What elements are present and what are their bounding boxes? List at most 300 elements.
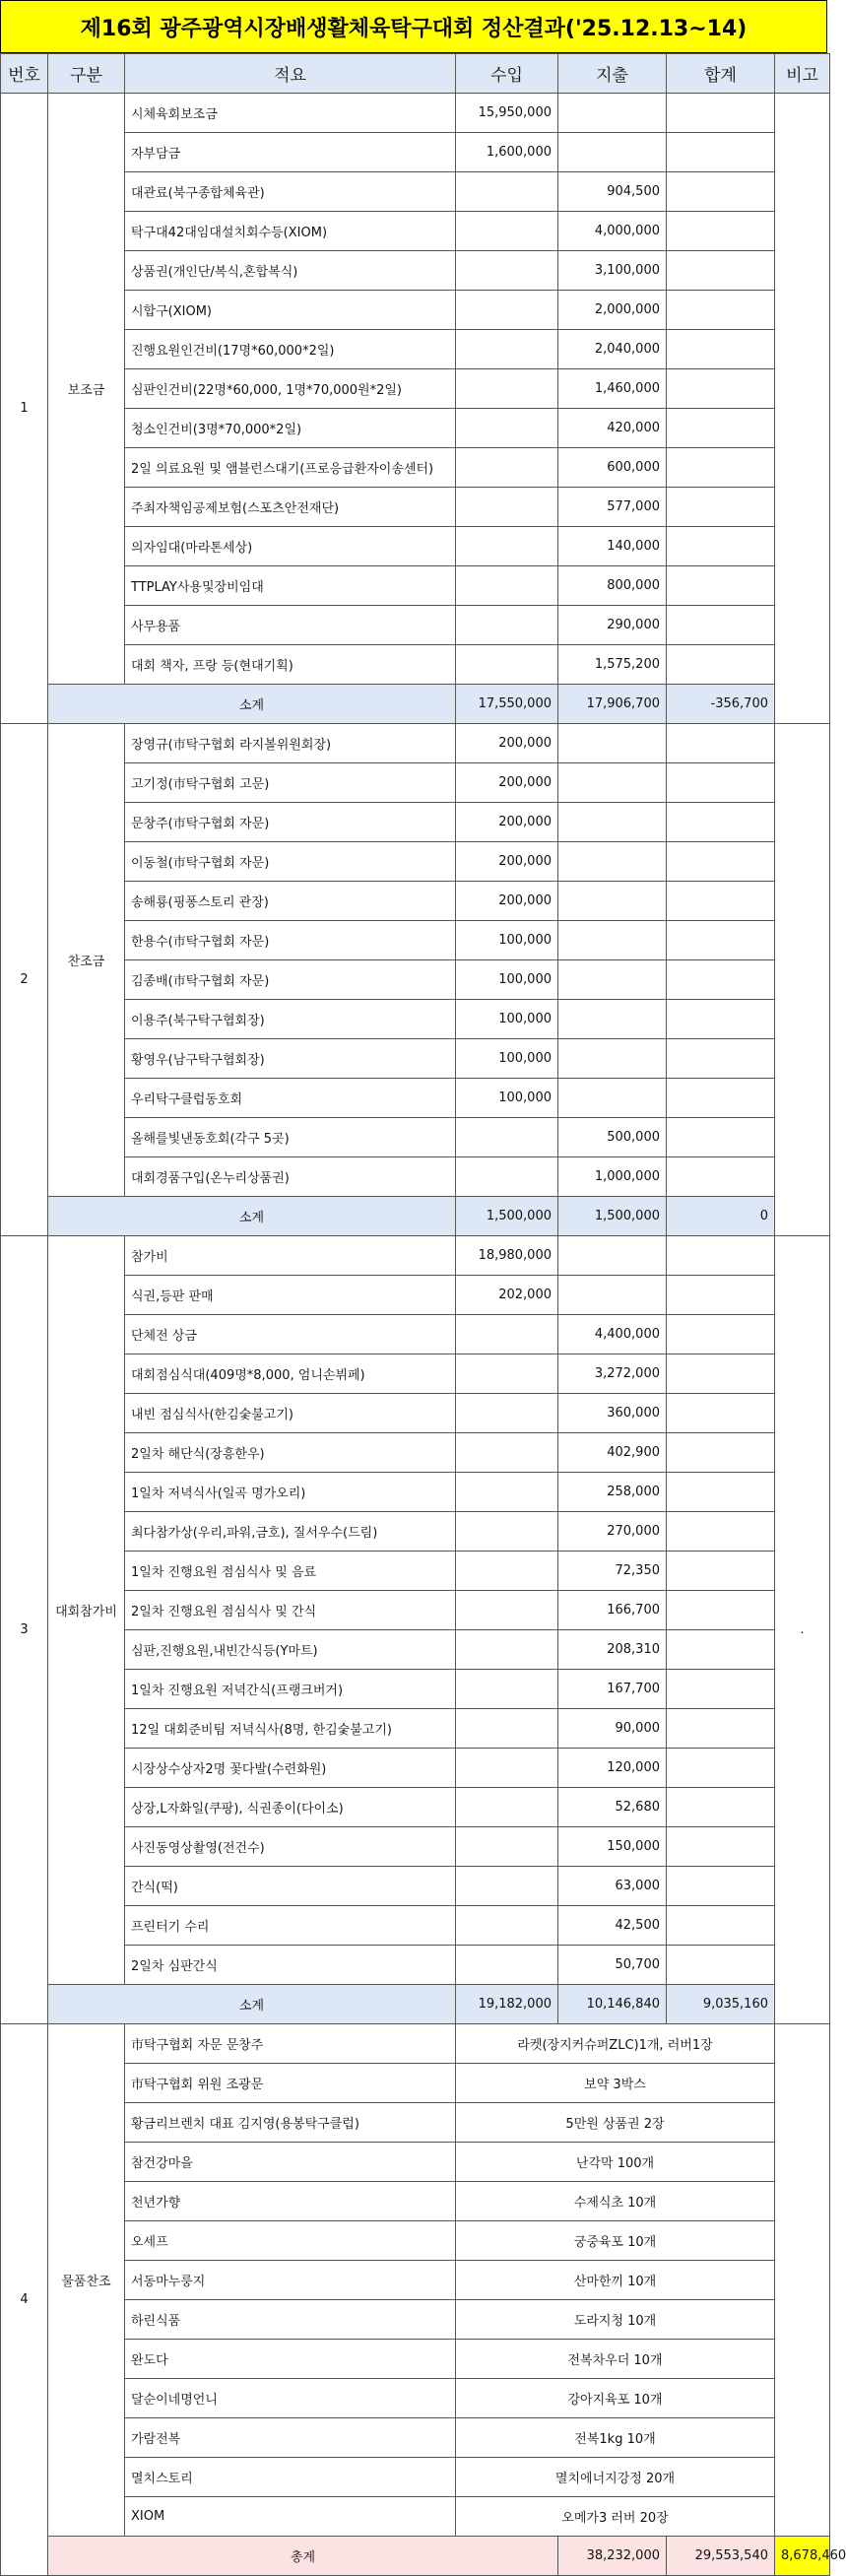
- sum-cell: [667, 606, 775, 645]
- donated-goods: 강아지육포 10개: [456, 2379, 775, 2418]
- item-description: 1일차 진행요원 저녁간식(프랭크버거): [125, 1670, 456, 1709]
- item-description: 청소인건비(3명*70,000*2일): [125, 409, 456, 448]
- income-cell: [456, 212, 558, 251]
- row-number: 3: [1, 1236, 48, 2024]
- table-row: [1, 606, 830, 645]
- expense-cell: [558, 1039, 667, 1079]
- item-description: 우리탁구클럽동호회: [125, 1079, 456, 1118]
- sum-cell: [667, 291, 775, 330]
- item-description: 사무용품: [125, 606, 456, 645]
- table-row: [1, 2261, 830, 2300]
- table-row: [1, 1276, 830, 1315]
- item-description: 2일차 심판간식: [125, 1946, 456, 1985]
- sum-cell: [667, 330, 775, 369]
- income-cell: [456, 409, 558, 448]
- income-cell: 200,000: [456, 763, 558, 803]
- expense-cell: 50,700: [558, 1946, 667, 1985]
- expense-cell: [558, 94, 667, 133]
- income-cell: [456, 448, 558, 488]
- income-cell: [456, 1670, 558, 1709]
- table-row: [1, 1236, 830, 1276]
- item-description: 市탁구협회 위원 조광문: [125, 2064, 456, 2103]
- income-cell: [456, 1827, 558, 1867]
- income-cell: 100,000: [456, 1079, 558, 1118]
- table-row: [1, 448, 830, 488]
- item-description: 송해룡(핑퐁스토리 관장): [125, 882, 456, 921]
- sum-cell: [667, 566, 775, 606]
- donated-goods: 전복1kg 10개: [456, 2418, 775, 2458]
- table-row: [1, 921, 830, 960]
- item-description: 올해를빛낸동호회(각구 5곳): [125, 1118, 456, 1157]
- item-description: 간식(떡): [125, 1867, 456, 1906]
- item-description: 황금리브렌치 대표 김지영(용봉탁구클럽): [125, 2103, 456, 2143]
- sum-cell: [667, 1630, 775, 1670]
- sum-cell: [667, 448, 775, 488]
- item-description: 장영규(市탁구협회 라지볼위원회장): [125, 724, 456, 763]
- table-row: [1, 803, 830, 842]
- sum-cell: [667, 1552, 775, 1591]
- table-row: [1, 369, 830, 409]
- col-header-note: 비고: [775, 54, 830, 94]
- row-number: 2: [1, 724, 48, 1236]
- subtotal-sum: 9,035,160: [667, 1985, 775, 2024]
- donated-goods: 멸치에너지강정 20개: [456, 2458, 775, 2497]
- item-description: 의자임대(마라톤세상): [125, 527, 456, 566]
- expense-cell: [558, 763, 667, 803]
- income-cell: [456, 1906, 558, 1946]
- table-row: [1, 1749, 830, 1788]
- sum-cell: [667, 1276, 775, 1315]
- expense-cell: 72,350: [558, 1552, 667, 1591]
- row-number: 4: [1, 2024, 48, 2576]
- table-row: [1, 291, 830, 330]
- item-description: TTPLAY사용및장비임대: [125, 566, 456, 606]
- table-row: [1, 2418, 830, 2458]
- income-cell: [456, 527, 558, 566]
- table-row: [1, 251, 830, 291]
- expense-cell: 120,000: [558, 1749, 667, 1788]
- expense-cell: 290,000: [558, 606, 667, 645]
- sum-cell: [667, 172, 775, 212]
- income-cell: [456, 1552, 558, 1591]
- expense-cell: [558, 882, 667, 921]
- table-row: [1, 1630, 830, 1670]
- donated-goods: 수제식초 10개: [456, 2182, 775, 2221]
- item-description: 멸치스토리: [125, 2458, 456, 2497]
- table-row: [1, 1867, 830, 1906]
- col-header-description: 적요: [125, 54, 456, 94]
- sum-cell: [667, 1236, 775, 1276]
- subtotal-expense: 1,500,000: [558, 1197, 667, 1236]
- expense-cell: 63,000: [558, 1867, 667, 1906]
- table-row: [1, 724, 830, 763]
- subtotal-label: 소계: [48, 685, 456, 724]
- table-row: [1, 1157, 830, 1197]
- item-description: 탁구대42대임대설치회수등(XIOM): [125, 212, 456, 251]
- item-description: 진행요원인건비(17명*60,000*2일): [125, 330, 456, 369]
- subtotal-label: 소계: [48, 1197, 456, 1236]
- subtotal-income: 1,500,000: [456, 1197, 558, 1236]
- category-cell: 찬조금: [48, 724, 125, 1197]
- table-row: [1, 1512, 830, 1552]
- subtotal-row: [1, 1197, 830, 1236]
- donated-goods: 난각막 100개: [456, 2143, 775, 2182]
- income-cell: 1,600,000: [456, 133, 558, 172]
- col-header-no: 번호: [1, 54, 48, 94]
- sum-cell: [667, 1039, 775, 1079]
- table-row: [1, 1591, 830, 1630]
- expense-cell: [558, 921, 667, 960]
- table-row: [1, 566, 830, 606]
- grand-total-expense: 29,553,540: [667, 2537, 775, 2576]
- expense-cell: 1,575,200: [558, 645, 667, 685]
- subtotal-income: 17,550,000: [456, 685, 558, 724]
- item-description: 대회경품구입(온누리상품권): [125, 1157, 456, 1197]
- sum-cell: [667, 645, 775, 685]
- income-cell: [456, 1867, 558, 1906]
- note-cell: [775, 724, 830, 1236]
- table-row: [1, 1000, 830, 1039]
- item-description: 1일차 저녁식사(일곡 명가오리): [125, 1473, 456, 1512]
- table-row: [1, 1315, 830, 1354]
- note-cell: [775, 94, 830, 724]
- item-description: 2일차 진행요원 점심식사 및 간식: [125, 1591, 456, 1630]
- item-description: 서동마누룽지: [125, 2261, 456, 2300]
- table-row: [1, 2221, 830, 2261]
- item-description: 문창주(市탁구협회 자문): [125, 803, 456, 842]
- expense-cell: 140,000: [558, 527, 667, 566]
- sum-cell: [667, 212, 775, 251]
- table-row: [1, 488, 830, 527]
- item-description: 가람전복: [125, 2418, 456, 2458]
- expense-cell: 420,000: [558, 409, 667, 448]
- table-row: [1, 1709, 830, 1749]
- item-description: 대관료(북구종합체육관): [125, 172, 456, 212]
- income-cell: [456, 606, 558, 645]
- subtotal-income: 19,182,000: [456, 1985, 558, 2024]
- subtotal-row: [1, 685, 830, 724]
- table-row: [1, 2024, 830, 2064]
- item-description: 市탁구협회 자문 문창주: [125, 2024, 456, 2064]
- item-description: 상품권(개인단/복식,혼합복식): [125, 251, 456, 291]
- expense-cell: 402,900: [558, 1433, 667, 1473]
- income-cell: 15,950,000: [456, 94, 558, 133]
- expense-cell: 600,000: [558, 448, 667, 488]
- item-description: 대회점심식대(409명*8,000, 엄니손뷔페): [125, 1354, 456, 1394]
- table-row: [1, 2143, 830, 2182]
- sum-cell: [667, 488, 775, 527]
- item-description: 이용주(북구탁구협회장): [125, 1000, 456, 1039]
- item-description: 이동철(市탁구협회 자문): [125, 842, 456, 882]
- item-description: 주최자책임공제보험(스포츠안전재단): [125, 488, 456, 527]
- income-cell: [456, 1749, 558, 1788]
- item-description: 최다참가상(우리,파워,금호), 질서우수(드림): [125, 1512, 456, 1552]
- expense-cell: 4,000,000: [558, 212, 667, 251]
- donated-goods: 오메가3 러버 20장: [456, 2497, 775, 2537]
- donated-goods: 산마한끼 10개: [456, 2261, 775, 2300]
- item-description: 황영우(남구탁구협회장): [125, 1039, 456, 1079]
- expense-cell: 2,000,000: [558, 291, 667, 330]
- subtotal-expense: 17,906,700: [558, 685, 667, 724]
- table-row: [1, 2300, 830, 2340]
- sum-cell: [667, 1906, 775, 1946]
- income-cell: [456, 369, 558, 409]
- income-cell: [456, 1315, 558, 1354]
- expense-cell: [558, 1276, 667, 1315]
- sum-cell: [667, 1000, 775, 1039]
- category-cell: 대회참가비: [48, 1236, 125, 1985]
- income-cell: [456, 1354, 558, 1394]
- income-cell: [456, 1433, 558, 1473]
- grand-total-label: 총계: [48, 2537, 558, 2576]
- sum-cell: [667, 842, 775, 882]
- sum-cell: [667, 1709, 775, 1749]
- income-cell: 100,000: [456, 1039, 558, 1079]
- expense-cell: 167,700: [558, 1670, 667, 1709]
- income-cell: 200,000: [456, 724, 558, 763]
- table-row: [1, 645, 830, 685]
- expense-cell: [558, 1079, 667, 1118]
- col-header-expense: 지출: [558, 54, 667, 94]
- donated-goods: 라켓(장지커슈퍼ZLC)1개, 러버1장: [456, 2024, 775, 2064]
- table-row: [1, 1788, 830, 1827]
- expense-cell: 4,400,000: [558, 1315, 667, 1354]
- sum-cell: [667, 1670, 775, 1709]
- item-description: 심판인건비(22명*60,000, 1명*70,000원*2일): [125, 369, 456, 409]
- sum-cell: [667, 1118, 775, 1157]
- table-row: [1, 2064, 830, 2103]
- table-row: [1, 882, 830, 921]
- sum-cell: [667, 94, 775, 133]
- subtotal-expense: 10,146,840: [558, 1985, 667, 2024]
- sum-cell: [667, 1473, 775, 1512]
- note-cell: [775, 2024, 830, 2537]
- note-cell: .: [775, 1236, 830, 2024]
- expense-cell: [558, 724, 667, 763]
- donated-goods: 도라지청 10개: [456, 2300, 775, 2340]
- income-cell: 200,000: [456, 803, 558, 842]
- expense-cell: [558, 1000, 667, 1039]
- income-cell: 202,000: [456, 1276, 558, 1315]
- sum-cell: [667, 882, 775, 921]
- table-row: [1, 94, 830, 133]
- subtotal-sum: 0: [667, 1197, 775, 1236]
- sum-cell: [667, 1788, 775, 1827]
- expense-cell: 500,000: [558, 1118, 667, 1157]
- table-row: [1, 133, 830, 172]
- item-description: 한용수(市탁구협회 자문): [125, 921, 456, 960]
- income-cell: 200,000: [456, 882, 558, 921]
- sum-cell: [667, 1394, 775, 1433]
- sum-cell: [667, 1433, 775, 1473]
- item-description: 식권,등판 판매: [125, 1276, 456, 1315]
- expense-cell: 258,000: [558, 1473, 667, 1512]
- sum-cell: [667, 960, 775, 1000]
- expense-cell: 90,000: [558, 1709, 667, 1749]
- sum-cell: [667, 1867, 775, 1906]
- item-description: 달순이네명언니: [125, 2379, 456, 2418]
- grand-total-sum: 8,678,460: [775, 2537, 830, 2576]
- income-cell: [456, 330, 558, 369]
- income-cell: [456, 1394, 558, 1433]
- table-row: [1, 842, 830, 882]
- table-row: [1, 1433, 830, 1473]
- item-description: XIOM: [125, 2497, 456, 2537]
- table-row: [1, 172, 830, 212]
- sum-cell: [667, 1591, 775, 1630]
- income-cell: [456, 1709, 558, 1749]
- item-description: 오세프: [125, 2221, 456, 2261]
- table-row: [1, 1906, 830, 1946]
- col-header-income: 수입: [456, 54, 558, 94]
- sum-cell: [667, 409, 775, 448]
- income-cell: [456, 1512, 558, 1552]
- expense-cell: 52,680: [558, 1788, 667, 1827]
- income-cell: [456, 251, 558, 291]
- sum-cell: [667, 1749, 775, 1788]
- income-cell: 100,000: [456, 921, 558, 960]
- income-cell: 100,000: [456, 1000, 558, 1039]
- sum-cell: [667, 1157, 775, 1197]
- item-description: 12일 대회준비팀 저녁식사(8명, 한김숯불고기): [125, 1709, 456, 1749]
- settlement-table: [0, 53, 846, 2576]
- grand-total-income: 38,232,000: [558, 2537, 667, 2576]
- item-description: 자부담금: [125, 133, 456, 172]
- subtotal-label: 소계: [48, 1985, 456, 2024]
- item-description: 상장,L자화일(쿠팡), 식권종이(다이소): [125, 1788, 456, 1827]
- item-description: 천년가향: [125, 2182, 456, 2221]
- expense-cell: 1,000,000: [558, 1157, 667, 1197]
- item-description: 사진동영상촬영(전건수): [125, 1827, 456, 1867]
- expense-cell: 904,500: [558, 172, 667, 212]
- expense-cell: 3,272,000: [558, 1354, 667, 1394]
- item-description: 시체육회보조금: [125, 94, 456, 133]
- income-cell: 100,000: [456, 960, 558, 1000]
- sum-cell: [667, 724, 775, 763]
- expense-cell: 1,460,000: [558, 369, 667, 409]
- col-header-category: 구분: [48, 54, 125, 94]
- sheet-title: 제16회 광주광역시장배생활체육탁구대회 정산결과('25.12.13~14): [0, 0, 827, 53]
- expense-cell: 3,100,000: [558, 251, 667, 291]
- expense-cell: 208,310: [558, 1630, 667, 1670]
- item-description: 단체전 상금: [125, 1315, 456, 1354]
- sum-cell: [667, 803, 775, 842]
- row-number: 1: [1, 94, 48, 724]
- expense-cell: 800,000: [558, 566, 667, 606]
- col-header-sum: 합계: [667, 54, 775, 94]
- sum-cell: [667, 251, 775, 291]
- table-row: [1, 212, 830, 251]
- table-row: [1, 1079, 830, 1118]
- table-row: [1, 1473, 830, 1512]
- item-description: 심판,진행요원,내빈간식등(Y마트): [125, 1630, 456, 1670]
- income-cell: [456, 1473, 558, 1512]
- income-cell: [456, 1591, 558, 1630]
- item-description: 2일차 해단식(장흥한우): [125, 1433, 456, 1473]
- subtotal-row: [1, 1985, 830, 2024]
- sum-cell: [667, 1079, 775, 1118]
- income-cell: [456, 1118, 558, 1157]
- income-cell: [456, 566, 558, 606]
- item-description: 2일 의료요원 및 앰블런스대기(프로응급환자이송센터): [125, 448, 456, 488]
- expense-cell: [558, 960, 667, 1000]
- table-row: [1, 1946, 830, 1985]
- expense-cell: 360,000: [558, 1394, 667, 1433]
- donated-goods: 보약 3박스: [456, 2064, 775, 2103]
- table-row: [1, 527, 830, 566]
- expense-cell: [558, 803, 667, 842]
- table-row: [1, 1354, 830, 1394]
- table-row: [1, 2182, 830, 2221]
- expense-cell: 577,000: [558, 488, 667, 527]
- item-description: 시장상수상자2명 꽃다발(수련화원): [125, 1749, 456, 1788]
- table-row: [1, 1670, 830, 1709]
- donated-goods: 5만원 상품권 2장: [456, 2103, 775, 2143]
- income-cell: 200,000: [456, 842, 558, 882]
- subtotal-sum: -356,700: [667, 685, 775, 724]
- income-cell: [456, 1630, 558, 1670]
- sum-cell: [667, 1512, 775, 1552]
- sum-cell: [667, 1827, 775, 1867]
- item-description: 참건강마을: [125, 2143, 456, 2182]
- sum-cell: [667, 1315, 775, 1354]
- table-row: [1, 330, 830, 369]
- donated-goods: 전복차우더 10개: [456, 2340, 775, 2379]
- sum-cell: [667, 1354, 775, 1394]
- sum-cell: [667, 921, 775, 960]
- category-cell: 물품찬조: [48, 2024, 125, 2537]
- sum-cell: [667, 527, 775, 566]
- item-description: 참가비: [125, 1236, 456, 1276]
- table-row: [1, 2497, 830, 2537]
- donated-goods: 궁중육포 10개: [456, 2221, 775, 2261]
- expense-cell: [558, 1236, 667, 1276]
- table-row: [1, 1827, 830, 1867]
- sum-cell: [667, 133, 775, 172]
- expense-cell: 166,700: [558, 1591, 667, 1630]
- table-row: [1, 960, 830, 1000]
- income-cell: [456, 645, 558, 685]
- table-row: [1, 2379, 830, 2418]
- item-description: 내빈 점심식사(한김숯불고기): [125, 1394, 456, 1433]
- income-cell: [456, 1788, 558, 1827]
- sum-cell: [667, 1946, 775, 1985]
- table-row: [1, 1118, 830, 1157]
- income-cell: [456, 291, 558, 330]
- sum-cell: [667, 763, 775, 803]
- expense-cell: 150,000: [558, 1827, 667, 1867]
- expense-cell: 42,500: [558, 1906, 667, 1946]
- table-row: [1, 1552, 830, 1591]
- item-description: 대회 책자, 프랑 등(현대기획): [125, 645, 456, 685]
- item-description: 프린터기 수리: [125, 1906, 456, 1946]
- table-row: [1, 1039, 830, 1079]
- expense-cell: 2,040,000: [558, 330, 667, 369]
- income-cell: 18,980,000: [456, 1236, 558, 1276]
- item-description: 1일차 진행요원 점심식사 및 음료: [125, 1552, 456, 1591]
- table-row: [1, 1394, 830, 1433]
- item-description: 고기정(市탁구협회 고문): [125, 763, 456, 803]
- category-cell: 보조금: [48, 94, 125, 685]
- expense-cell: 270,000: [558, 1512, 667, 1552]
- table-row: [1, 763, 830, 803]
- sum-cell: [667, 369, 775, 409]
- header-row: [1, 54, 830, 94]
- table-row: [1, 409, 830, 448]
- table-row: [1, 2340, 830, 2379]
- grand-total-row: [1, 2537, 830, 2576]
- expense-cell: [558, 133, 667, 172]
